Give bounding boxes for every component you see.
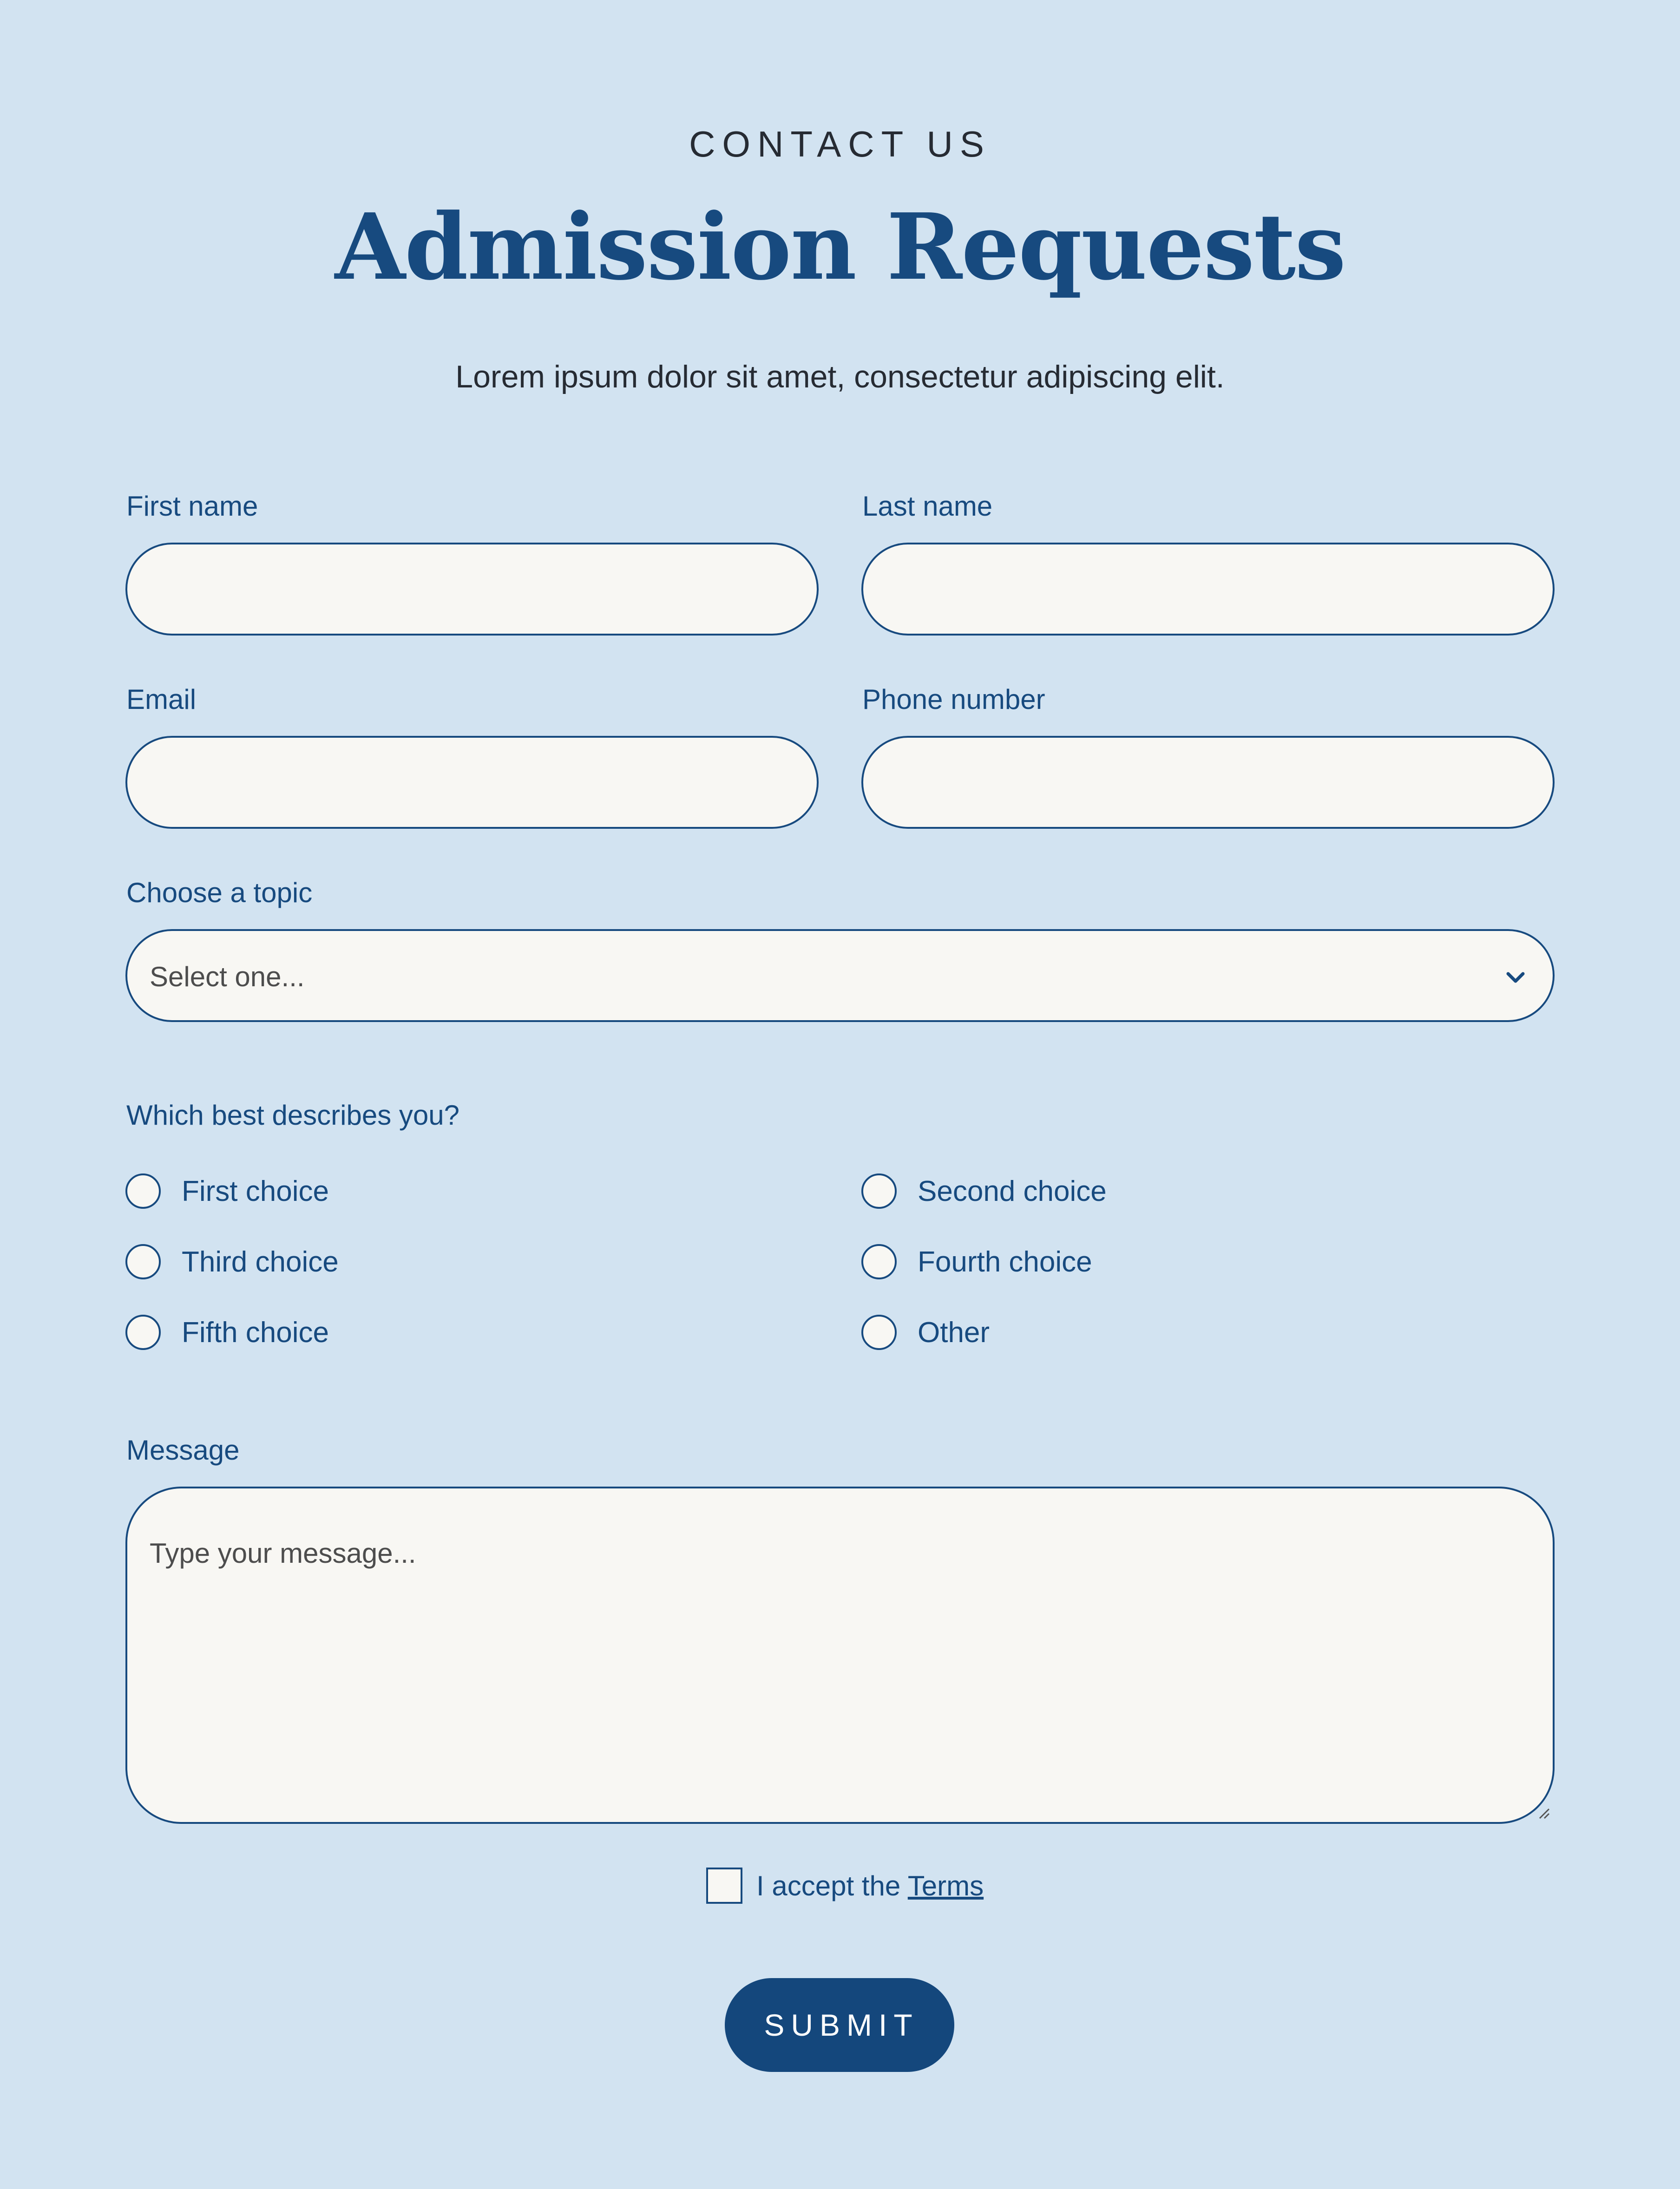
email-input[interactable] (127, 738, 817, 827)
describe-label: Which best describes you? (126, 1100, 460, 1131)
topic-selected-value: Select one... (150, 961, 305, 992)
message-label: Message (126, 1435, 240, 1466)
email-label: Email (126, 684, 197, 715)
radio-option-first[interactable] (125, 1173, 329, 1209)
terms-row[interactable] (706, 1868, 984, 1904)
chevron-down-icon (1502, 963, 1529, 991)
radio-button[interactable] (861, 1173, 897, 1209)
radio-button[interactable] (125, 1173, 161, 1209)
radio-button[interactable] (125, 1244, 161, 1279)
radio-label: First choice (182, 1175, 329, 1207)
last-name-label: Last name (862, 491, 993, 522)
phone-label: Phone number (862, 684, 1045, 715)
first-name-input[interactable] (127, 544, 817, 634)
page-title: Admission Requests (335, 194, 1345, 301)
radio-option-other[interactable] (861, 1315, 990, 1350)
phone-input[interactable] (863, 738, 1553, 827)
radio-button[interactable] (861, 1315, 897, 1350)
resize-handle-icon[interactable] (1536, 1805, 1550, 1819)
first-name-field[interactable] (125, 543, 819, 636)
topic-select[interactable] (125, 929, 1555, 1022)
radio-option-fifth[interactable] (125, 1315, 329, 1350)
radio-button[interactable] (125, 1315, 161, 1350)
terms-prefix: I accept the (756, 1870, 908, 1901)
last-name-field[interactable] (861, 543, 1555, 636)
phone-field[interactable] (861, 736, 1555, 829)
message-textarea[interactable] (125, 1487, 1555, 1824)
lead-text: Lorem ipsum dolor sit amet, consectetur adipiscing elit. (455, 359, 1225, 394)
eyebrow-heading: CONTACT US (689, 124, 991, 164)
terms-checkbox[interactable] (706, 1868, 742, 1904)
topic-label: Choose a topic (126, 877, 313, 908)
submit-button[interactable]: SUBMIT (725, 1978, 954, 2072)
email-field[interactable] (125, 736, 819, 829)
radio-label: Fourth choice (918, 1245, 1092, 1278)
radio-label: Third choice (182, 1245, 339, 1278)
radio-option-fourth[interactable] (861, 1244, 1092, 1279)
message-placeholder: Type your message... (150, 1538, 416, 1569)
radio-option-second[interactable] (861, 1173, 1107, 1209)
terms-label (756, 1870, 984, 1902)
radio-label: Other (918, 1316, 990, 1349)
first-name-label: First name (126, 491, 258, 522)
radio-button[interactable] (861, 1244, 897, 1279)
last-name-input[interactable] (863, 544, 1553, 634)
radio-option-third[interactable] (125, 1244, 339, 1279)
radio-label: Second choice (918, 1175, 1107, 1207)
terms-link[interactable]: Terms (907, 1870, 984, 1901)
radio-label: Fifth choice (182, 1316, 329, 1349)
